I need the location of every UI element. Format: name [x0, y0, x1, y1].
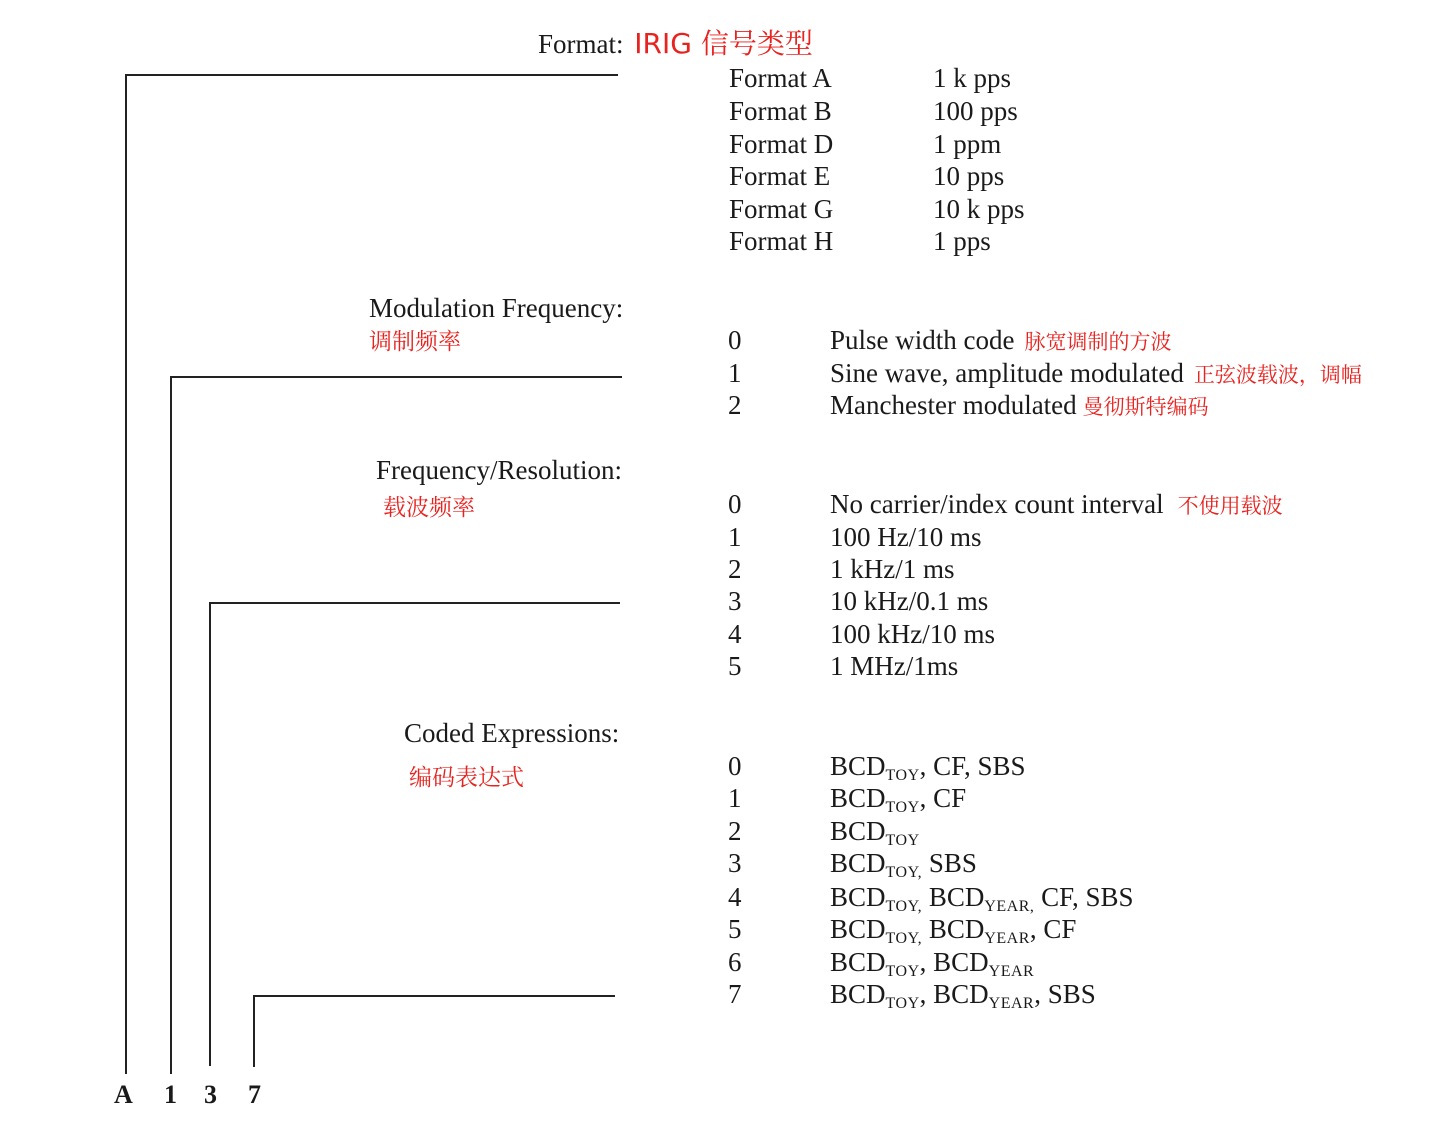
frequency-item-0 — [830, 488, 1283, 522]
bracket-modulation-vertical — [170, 376, 172, 1074]
coded-label: Coded Expressions: — [404, 718, 620, 748]
bracket-coded-vertical — [253, 995, 255, 1067]
frequency-desc-5: 1 MHz/1ms — [830, 651, 959, 681]
format-g-name: Format G — [729, 194, 834, 224]
frequency-label: Frequency/Resolution: — [376, 455, 622, 485]
coded-expr-4-b: BCD — [922, 882, 985, 912]
modulation-item-2 — [830, 389, 1209, 423]
coded-expr-5-a-sub: TOY, — [885, 930, 923, 947]
coded-note: 编码表达式 — [409, 765, 524, 791]
coded-expr-3-a: BCD — [830, 848, 886, 878]
modulation-note-2: 曼彻斯特编码 — [1082, 395, 1209, 419]
coded-code-3: 3 — [728, 848, 742, 878]
coded-expr-3-a-sub: TOY, — [885, 864, 923, 881]
coded-expr-0-rest: , CF, SBS — [919, 751, 1026, 781]
format-a-name: Format A — [729, 63, 832, 93]
bracket-frequency-horizontal — [209, 602, 620, 604]
coded-expr-4-b-sub: YEAR, — [984, 898, 1035, 915]
coded-expr-0-a-sub: TOY — [885, 767, 920, 784]
code-digit-coded: 7 — [248, 1080, 261, 1109]
format-b-name: Format B — [729, 96, 832, 126]
modulation-code-1: 1 — [728, 358, 742, 388]
coded-expr-4-rest: CF, SBS — [1034, 882, 1134, 912]
frequency-note: 载波频率 — [383, 495, 475, 521]
modulation-code-0: 0 — [728, 325, 742, 355]
coded-expr-4-a: BCD — [830, 882, 886, 912]
format-h-name: Format H — [729, 226, 834, 256]
format-h-rate: 1 pps — [933, 226, 991, 256]
coded-expr-6-b-sub: YEAR — [988, 963, 1035, 980]
coded-code-5: 5 — [728, 914, 742, 944]
coded-expr-5-b: BCD — [922, 914, 985, 944]
coded-expr-1-a: BCD — [830, 783, 886, 813]
frequency-code-0: 0 — [728, 489, 742, 519]
modulation-code-2: 2 — [728, 390, 742, 420]
format-label: Format: — [538, 29, 624, 59]
coded-expr-6-b: , BCD — [919, 947, 989, 977]
coded-expr-2-a-sub: TOY — [885, 832, 920, 849]
frequency-note-0: 不使用载波 — [1177, 494, 1283, 518]
format-note: IRIG 信号类型 — [634, 27, 813, 60]
coded-expr-4-a-sub: TOY, — [885, 898, 923, 915]
coded-expr-6-a: BCD — [830, 947, 886, 977]
modulation-item-0 — [830, 324, 1171, 358]
frequency-code-2: 2 — [728, 554, 742, 584]
coded-code-6: 6 — [728, 947, 742, 977]
coded-code-2: 2 — [728, 816, 742, 846]
format-a-rate: 1 k pps — [933, 63, 1012, 93]
coded-expr-7 — [830, 978, 1096, 1020]
frequency-desc-0: No carrier/index count interval — [830, 489, 1164, 519]
coded-expr-7-b: , BCD — [919, 979, 989, 1009]
format-g-rate: 10 k pps — [933, 194, 1025, 224]
code-letter-format: A — [114, 1080, 133, 1109]
coded-code-4: 4 — [728, 882, 742, 912]
modulation-note-1: 正弦波载波，调幅 — [1193, 363, 1362, 387]
frequency-code-1: 1 — [728, 522, 742, 552]
format-heading — [538, 28, 813, 60]
format-d-name: Format D — [729, 129, 834, 159]
coded-code-0: 0 — [728, 751, 742, 781]
coded-code-1: 1 — [728, 783, 742, 813]
coded-expr-5-a: BCD — [830, 914, 886, 944]
coded-expr-0-a: BCD — [830, 751, 886, 781]
modulation-desc-1: Sine wave, amplitude modulated — [830, 358, 1184, 388]
frequency-desc-4: 100 kHz/10 ms — [830, 619, 995, 649]
modulation-desc-2: Manchester modulated — [830, 390, 1077, 420]
coded-expr-7-rest: , SBS — [1034, 979, 1096, 1009]
coded-expr-5-rest: , CF — [1029, 914, 1077, 944]
bracket-frequency-vertical — [209, 602, 211, 1066]
coded-expr-1-a-sub: TOY — [885, 799, 920, 816]
modulation-label: Modulation Frequency: — [369, 293, 624, 323]
bracket-modulation-horizontal — [170, 376, 622, 378]
frequency-code-4: 4 — [728, 619, 742, 649]
coded-code-7: 7 — [728, 979, 742, 1009]
frequency-code-3: 3 — [728, 586, 742, 616]
frequency-desc-3: 10 kHz/0.1 ms — [830, 586, 989, 616]
frequency-desc-2: 1 kHz/1 ms — [830, 554, 955, 584]
coded-expr-5-b-sub: YEAR — [984, 930, 1030, 947]
modulation-note-0: 脉宽调制的方波 — [1024, 330, 1172, 354]
coded-expr-3-rest: SBS — [922, 848, 977, 878]
code-digit-modulation: 1 — [164, 1080, 177, 1109]
format-e-rate: 10 pps — [933, 161, 1005, 191]
coded-expr-7-a: BCD — [830, 979, 886, 1009]
frequency-desc-1: 100 Hz/10 ms — [830, 522, 982, 552]
bracket-coded-horizontal — [253, 995, 615, 997]
bracket-format-vertical — [125, 74, 127, 1074]
bracket-format-horizontal — [125, 74, 618, 76]
coded-expr-6-a-sub: TOY — [885, 963, 920, 980]
coded-expr-7-b-sub: YEAR — [988, 995, 1035, 1012]
format-b-rate: 100 pps — [933, 96, 1018, 126]
modulation-note: 调制频率 — [369, 329, 461, 355]
modulation-item-1 — [830, 357, 1362, 391]
coded-expr-7-a-sub: TOY — [885, 995, 920, 1012]
frequency-code-5: 5 — [728, 651, 742, 681]
coded-expr-2-a: BCD — [830, 816, 886, 846]
modulation-desc-0: Pulse width code — [830, 325, 1015, 355]
format-d-rate: 1 ppm — [933, 129, 1002, 159]
format-e-name: Format E — [729, 161, 831, 191]
coded-expr-1-rest: , CF — [919, 783, 967, 813]
code-digit-frequency: 3 — [204, 1080, 217, 1109]
